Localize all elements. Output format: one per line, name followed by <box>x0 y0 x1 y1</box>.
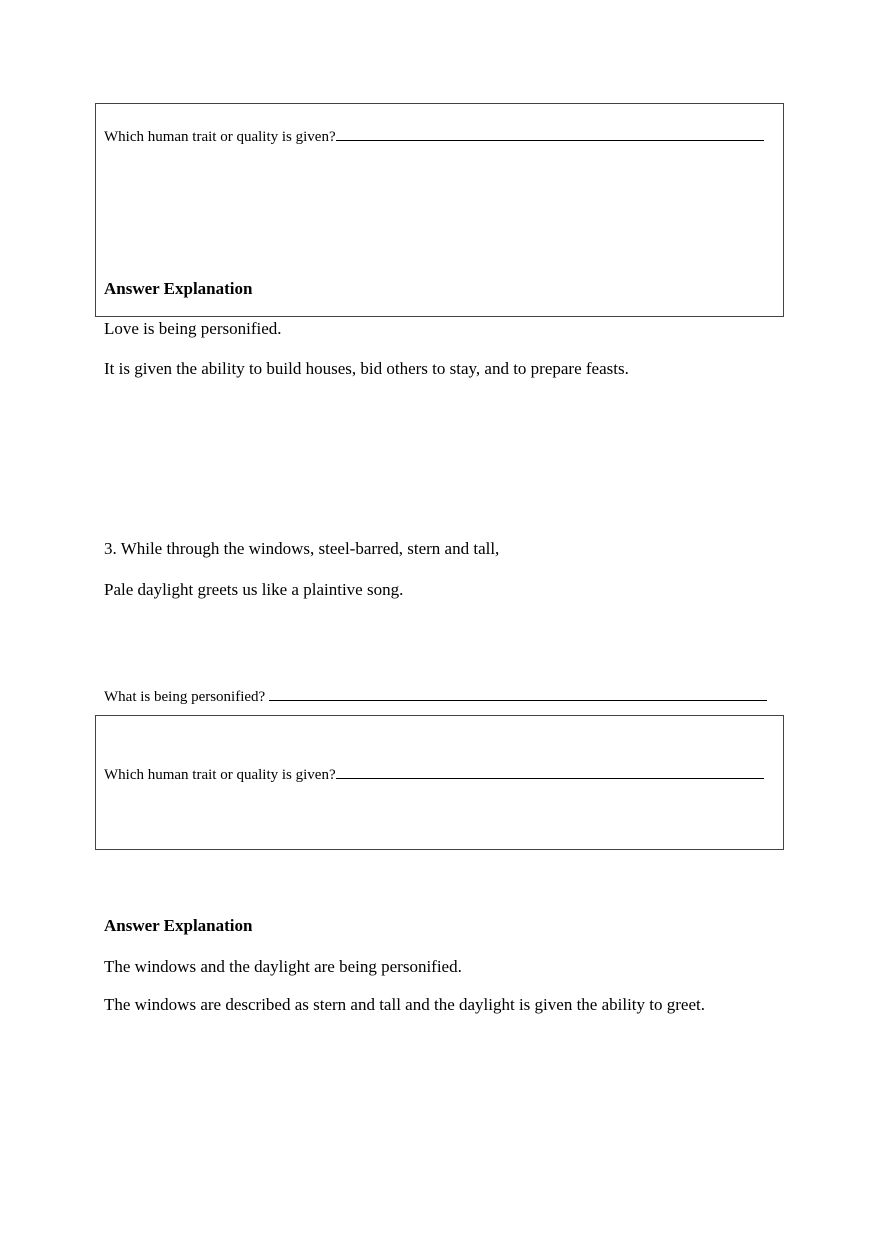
trait-question-1-label: Which human trait or quality is given? <box>104 129 336 145</box>
answer-explanation-heading-1: Answer Explanation <box>104 279 253 298</box>
trait-question-3 <box>104 764 764 784</box>
answer-2-line-1: Love is being personified. <box>104 319 282 338</box>
trait-answer-line-3[interactable] <box>336 764 764 779</box>
what-question-3-label: What is being personified? <box>104 689 266 705</box>
trait-question-3-label: Which human trait or quality is given? <box>104 767 336 783</box>
what-question-3 <box>104 686 767 706</box>
answer-3-line-1: The windows and the daylight are being personified. <box>104 957 462 976</box>
question-3-verse-line-1: 3. While through the windows, steel-barred, stern and tall, <box>104 539 500 558</box>
answer-3-line-2: The windows are described as stern and tall and the daylight is given the ability to greet. <box>104 995 705 1014</box>
answer-explanation-heading-3: Answer Explanation <box>104 916 253 935</box>
question-3-verse-line-2: Pale daylight greets us like a plaintive song. <box>104 580 404 599</box>
trait-question-1 <box>104 126 764 146</box>
trait-answer-line-1[interactable] <box>336 126 764 141</box>
answer-2-line-2: It is given the ability to build houses, bid others to stay, and to prepare feasts. <box>104 359 629 378</box>
what-answer-line-3[interactable] <box>269 686 767 701</box>
